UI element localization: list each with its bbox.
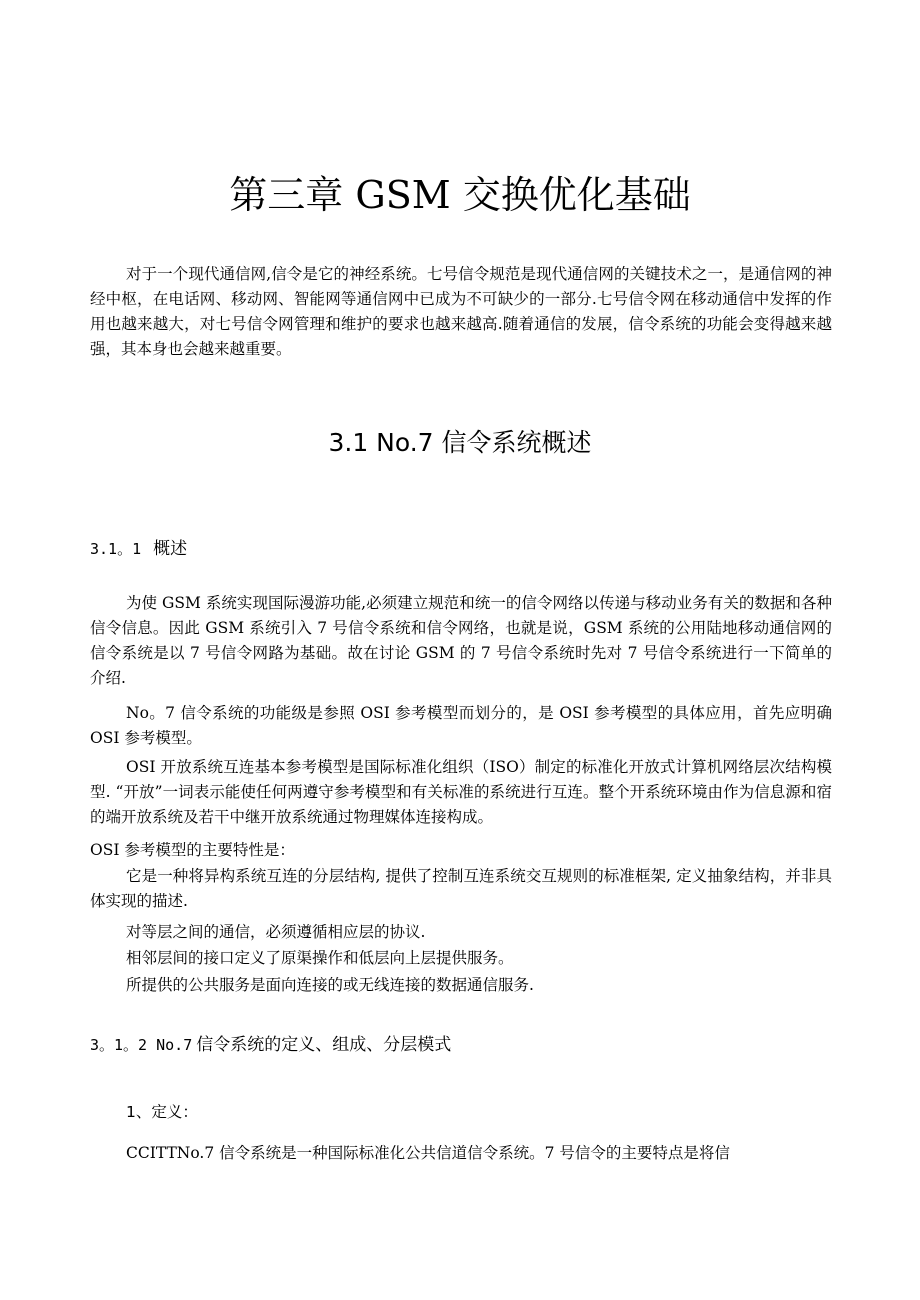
section-title: 3.1 No.7 信令系统概述: [328, 428, 592, 457]
subsection-1-heading: [90, 536, 187, 562]
definition-paragraph: CCITTNo.7 信令系统是一种国际标准化公共信道信令系统。7 号信令的主要特点是将信: [126, 1144, 730, 1162]
subsection-1-number: 3.1。1: [90, 540, 142, 558]
body-paragraph-feature-2: 对等层之间的通信，必须遵循相应层的协议.: [126, 923, 426, 941]
definition-label: 1、定义：: [126, 1103, 198, 1121]
body-paragraph-osi-features: OSI 参考模型的主要特性是：: [90, 841, 295, 859]
body-paragraph-feature-3: 相邻层间的接口定义了原渠操作和低层向上层提供服务。: [126, 949, 514, 967]
body-paragraph-feature-1: 它是一种将异构系统互连的分层结构, 提供了控制互连系统交互规则的标准框架, 定义抽象结构，并非具体实现的描述.: [90, 867, 832, 910]
subsection-2-number: 3。1。2 No.7: [90, 1036, 193, 1054]
subsection-2-heading: [90, 1032, 451, 1058]
body-paragraph-feature-4: 所提供的公共服务是面向连接的或无线连接的数据通信服务.: [126, 976, 534, 994]
subsection-1-title: 概述: [153, 539, 188, 559]
chapter-title: 第三章 GSM 交换优化基础: [229, 173, 691, 217]
intro-paragraph: 对于一个现代通信网,信令是它的神经系统。七号信令规范是现代通信网的关键技术之一，是通信网的神经中枢，在电话网、移动网、智能网等通信网中已成为不可缺少的一部分.七号信令网在移动通信中发挥的作用也越来越大，对七号信令网管理和维护的要求也越来越高.随着通信的发展，信令系统的功能会变得越来越强，其本身也会越来越重要。: [90, 265, 832, 358]
body-paragraph-no7: No。7 信令系统的功能级是参照 OSI 参考模型而划分的，是 OSI 参考模型的具体应用，首先应明确 OSI 参考模型。: [90, 704, 832, 747]
subsection-2-title: 信令系统的定义、组成、分层模式: [196, 1035, 452, 1055]
body-paragraph-gsm: 为使 GSM 系统实现国际漫游功能,必须建立规范和统一的信令网络以传递与移动业务有关的数据和各种信令信息。因此 GSM 系统引入 7 号信令系统和信令网络，也就是说，GSM 系统的公用陆地移动通信网的信令系统是以 7 号信令网路为基础。故在讨论 GSM 的 7 号信令系统时先对 7 号信令系统进行一下简单的介绍.: [90, 594, 832, 687]
body-paragraph-osi: OSI 开放系统互连基本参考模型是国际标准化组织（ISO）制定的标准化开放式计算机网络层次结构模型. “开放”一词表示能使任何两遵守参考模型和有关标准的系统进行互连。整个开系统环境由作为信息源和宿的端开放系统及若干中继开放系统通过物理媒体连接构成。: [90, 758, 832, 826]
